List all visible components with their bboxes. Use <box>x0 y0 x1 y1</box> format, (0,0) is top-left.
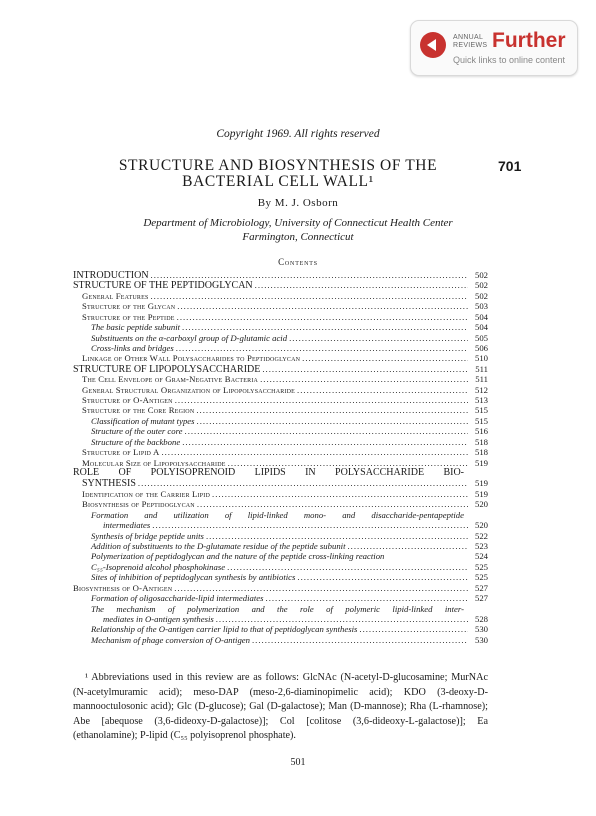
toc-entry-title: Biosynthesis of O-Antigen <box>73 582 173 593</box>
toc-entry <box>73 291 488 301</box>
toc-leader-dots <box>197 416 468 426</box>
toc-leader-dots <box>138 478 468 488</box>
toc-entry <box>73 385 488 395</box>
badge-further-label: Further <box>492 29 566 52</box>
toc-entry-page: 515 <box>474 415 488 426</box>
toc-entry-page: 524 <box>474 551 488 562</box>
contents-heading: Contents <box>278 257 318 267</box>
toc-entry-page: 504 <box>474 311 488 322</box>
abbreviations-footnote <box>73 671 488 744</box>
toc-leader-dots <box>185 426 468 436</box>
toc-entry <box>73 364 488 374</box>
toc-leader-dots <box>196 405 468 415</box>
toc-entry-title: General Structural Organization of Lipopolysaccharide <box>82 384 296 395</box>
toc-entry-page: 511 <box>475 363 488 374</box>
toc-entry-title: mediates in O-antigen synthesis <box>103 613 214 624</box>
toc-entry <box>73 333 488 343</box>
toc-leader-dots <box>260 374 468 384</box>
toc-entry-page: 518 <box>474 447 488 458</box>
toc-entry-page: 519 <box>474 488 488 499</box>
badge-subtitle: Quick links to online content <box>453 55 566 65</box>
toc-entry-page: 519 <box>474 457 488 468</box>
toc-leader-dots <box>212 489 468 499</box>
badge-annual-label: ANNUAL <box>453 34 484 41</box>
toc-entry-title: Structure of O-Antigen <box>82 395 173 406</box>
table-of-contents <box>73 270 488 645</box>
toc-entry-title: intermediates <box>103 520 151 531</box>
toc-leader-dots <box>359 624 468 634</box>
toc-entry-page: 502 <box>474 270 488 280</box>
toc-leader-dots <box>262 364 468 374</box>
toc-entry <box>73 468 488 478</box>
toc-entry <box>73 301 488 311</box>
toc-entry-page: 522 <box>474 530 488 541</box>
toc-leader-dots <box>152 520 468 530</box>
toc-entry-page: 502 <box>474 290 488 301</box>
toc-entry-page: 525 <box>474 572 488 583</box>
toc-leader-dots <box>255 280 468 290</box>
toc-entry-page: 515 <box>474 405 488 416</box>
toc-entry <box>73 583 488 593</box>
toc-entry <box>73 395 488 405</box>
toc-entry-title: Identification of the Carrier Lipid <box>82 488 211 499</box>
affiliation <box>0 216 596 244</box>
toc-entry <box>73 604 488 614</box>
play-back-icon <box>420 32 446 58</box>
badge-reviews-label: REVIEWS <box>453 42 488 49</box>
toc-leader-dots <box>161 447 468 457</box>
toc-entry-page: 503 <box>474 301 488 312</box>
toc-entry <box>73 499 488 509</box>
toc-entry-title: General Features <box>82 290 149 301</box>
toc-entry-title: Biosynthesis of Peptidoglycan <box>82 499 195 510</box>
toc-entry <box>73 416 488 426</box>
toc-entry-title: Polymerization of peptidoglycan and the nature of the peptide cross-linking reaction <box>91 551 385 562</box>
toc-entry-title: The mechanism of polymerization and the role of polymeric lipid-linked inter- <box>91 603 464 614</box>
toc-leader-dots <box>174 583 468 593</box>
toc-entry-title: The basic peptide subunit <box>91 322 181 333</box>
toc-leader-dots <box>297 572 468 582</box>
toc-leader-dots <box>176 343 468 353</box>
toc-entry <box>73 478 488 488</box>
toc-entry-page: 516 <box>474 426 488 437</box>
toc-leader-dots <box>182 437 468 447</box>
toc-entry <box>73 572 488 582</box>
toc-entry <box>73 458 488 468</box>
toc-leader-dots <box>302 353 468 363</box>
toc-entry-page: 520 <box>474 499 488 510</box>
article-title: STRUCTURE AND BIOSYNTHESIS OF THE BACTERIAL CELL WALL¹ <box>118 157 438 190</box>
toc-entry-title: Structure of the Peptide <box>82 311 175 322</box>
toc-entry-page: 512 <box>474 384 488 395</box>
toc-entry <box>73 426 488 436</box>
toc-leader-dots <box>252 635 468 645</box>
toc-entry-title: Molecular Size of Lipopolysaccharide <box>82 457 226 468</box>
toc-leader-dots <box>206 531 468 541</box>
toc-entry <box>73 322 488 332</box>
toc-entry <box>73 551 488 561</box>
copyright-notice: Copyright 1969. All rights reserved <box>216 128 380 140</box>
toc-entry-title: Structure of the Core Region <box>82 405 195 416</box>
toc-entry <box>73 635 488 645</box>
author-line: By M. J. Osborn <box>257 197 339 209</box>
toc-entry-title: Structure of the outer core <box>91 426 183 437</box>
toc-entry-title: Structure of Lipid A <box>82 447 160 458</box>
toc-leader-dots <box>177 301 468 311</box>
toc-entry-title: Sites of inhibition of peptidoglycan synthesis by antibiotics <box>91 572 296 583</box>
journal-page-number: 701 <box>498 158 522 174</box>
toc-entry <box>73 489 488 499</box>
footnote-text: ¹ Abbreviations used in this review are as follows: GlcNAc (N-acetyl-D-glucosamine; MurNAc (N-acetylmuramic acid); meso-DAP (meso-2,6-diaminopimelic acid); KDO (3-deoxy-D-mannooctulosonic acid); Glc (D-glucose); Gal (D-galactose); Man (D-mannose); Rha (L-rhamnose); Abe [abequose (3,6-dideoxy-D-galactose)]; Col [colitose (3,6-dideoxy-L-galactose)]; Ea (ethanolamine); P-lipid (C₅₅ polyisoprenol phosphate). <box>73 672 488 741</box>
toc-leader-dots <box>177 312 468 322</box>
toc-entry-page: 530 <box>474 624 488 635</box>
toc-entry <box>73 624 488 634</box>
toc-entry <box>73 593 488 603</box>
toc-entry-page: 518 <box>474 436 488 447</box>
toc-entry-title: Mechanism of phage conversion of O-antigen <box>91 634 250 645</box>
toc-entry <box>73 531 488 541</box>
toc-entry-page: 511 <box>475 374 488 385</box>
toc-entry <box>73 343 488 353</box>
further-badge[interactable] <box>410 20 578 76</box>
toc-entry-title: STRUCTURE OF THE PEPTIDOGLYCAN <box>73 280 253 291</box>
toc-leader-dots <box>216 614 468 624</box>
page-folio: 501 <box>290 757 306 768</box>
toc-entry-title: STRUCTURE OF LIPOPOLYSACCHARIDE <box>73 363 261 375</box>
toc-entry-title: Structure of the Glycan <box>82 301 176 312</box>
toc-entry-title: ROLE OF POLYISOPRENOID LIPIDS IN POLYSACCHARIDE BIO- <box>73 468 464 479</box>
toc-entry-page: 530 <box>474 634 488 645</box>
toc-entry-page: 527 <box>474 582 488 593</box>
toc-leader-dots <box>197 499 468 509</box>
toc-entry-page: 523 <box>474 540 488 551</box>
toc-entry <box>73 437 488 447</box>
toc-entry <box>73 353 488 363</box>
toc-entry-title: Formation and utilization of lipid-linked mono- and disaccharide-pentapeptide <box>91 509 464 520</box>
toc-entry-page: 504 <box>474 322 488 333</box>
toc-leader-dots <box>151 270 468 280</box>
toc-entry-title: Substituents on the α-carboxyl group of D-glutamic acid <box>91 332 288 343</box>
toc-entry <box>73 510 488 520</box>
toc-entry-page: 513 <box>474 395 488 406</box>
toc-entry <box>73 520 488 530</box>
toc-entry <box>73 614 488 624</box>
toc-entry-page: 502 <box>474 280 488 291</box>
toc-entry-page: 510 <box>474 353 488 364</box>
toc-entry-title: C₅₅-Isoprenoid alcohol phosphokinase <box>91 561 226 572</box>
toc-entry <box>73 562 488 572</box>
toc-entry-title: Relationship of the O-antigen carrier lipid to that of peptidoglycan synthesis <box>91 624 358 635</box>
toc-entry <box>73 405 488 415</box>
toc-entry-title: Classification of mutant types <box>91 415 195 426</box>
toc-leader-dots <box>175 395 468 405</box>
toc-entry <box>73 374 488 384</box>
toc-leader-dots <box>289 333 468 343</box>
toc-entry-page: 528 <box>474 613 488 624</box>
affiliation-line-2: Farmington, Connecticut <box>242 231 354 243</box>
toc-entry-page: 506 <box>474 342 488 353</box>
toc-entry <box>73 280 488 290</box>
toc-entry-page: 527 <box>474 593 488 604</box>
toc-entry-title: Cross-links and bridges <box>91 342 174 353</box>
toc-leader-dots <box>266 593 468 603</box>
toc-entry-title: SYNTHESIS <box>82 478 136 489</box>
toc-entry-page: 519 <box>474 478 488 489</box>
toc-leader-dots <box>227 562 468 572</box>
toc-leader-dots <box>228 458 468 468</box>
toc-entry-page: 520 <box>474 520 488 531</box>
toc-entry-title: INTRODUCTION <box>73 270 149 281</box>
toc-leader-dots <box>150 291 468 301</box>
affiliation-line-1: Department of Microbiology, University of Connecticut Health Center <box>143 217 453 229</box>
toc-leader-dots <box>348 541 469 551</box>
toc-entry-title: Synthesis of bridge peptide units <box>91 530 204 541</box>
toc-entry-page: 525 <box>474 561 488 572</box>
toc-entry-title: The Cell Envelope of Gram-Negative Bacteria <box>82 374 259 385</box>
toc-entry-title: Linkage of Other Wall Polysaccharides to Peptidoglycan <box>82 353 301 364</box>
toc-entry <box>73 270 488 280</box>
toc-leader-dots <box>297 385 468 395</box>
toc-entry <box>73 447 488 457</box>
toc-entry-page: 505 <box>474 332 488 343</box>
toc-entry-title: Formation of oligosaccharide-lipid intermediates <box>91 593 264 604</box>
toc-entry <box>73 541 488 551</box>
toc-leader-dots <box>182 322 468 332</box>
toc-entry-title: Addition of substituents to the D-glutamate residue of the peptide subunit <box>91 540 346 551</box>
toc-entry <box>73 312 488 322</box>
toc-entry-title: Structure of the backbone <box>91 436 181 447</box>
